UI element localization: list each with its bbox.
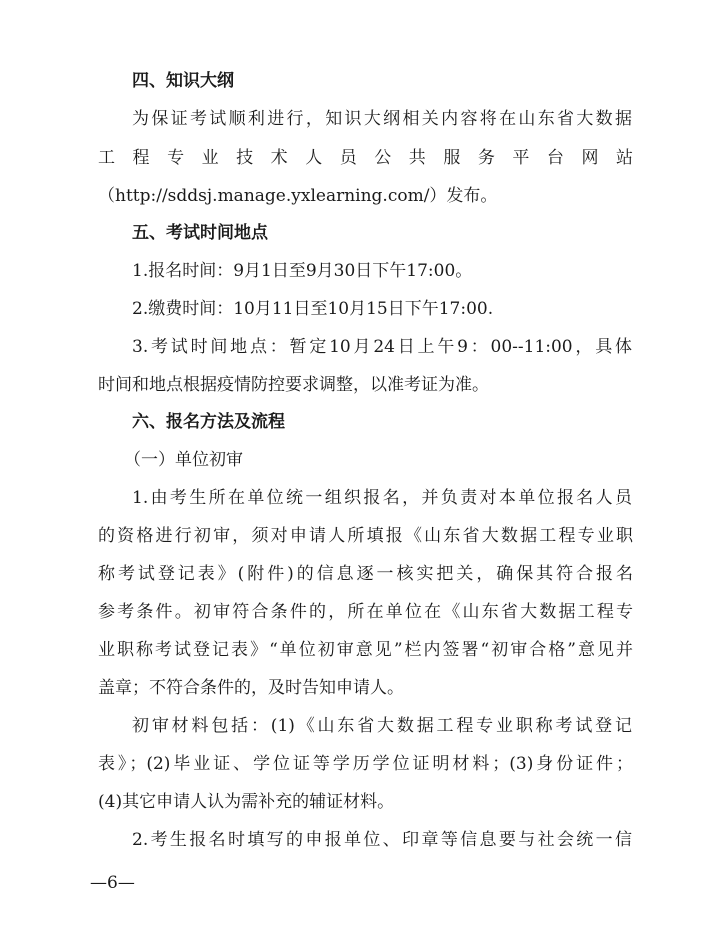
paragraph-line: 3.考试时间地点：暂定10月24日上午9：00--11:00，具体: [132, 337, 632, 357]
paragraph-line: 的资格进行初审，须对申请人所填报《山东省大数据工程专业职: [98, 526, 633, 546]
paragraph-line: 称考试登记表》(附件)的信息逐一核实把关，确保其符合报名: [98, 564, 633, 584]
paragraph-line: 1.由考生所在单位统一组织报名，并负责对本单位报名人员: [132, 488, 632, 508]
paragraph-line: 初审材料包括：(1)《山东省大数据工程专业职称考试登记: [132, 716, 632, 736]
paragraph-line: 2.缴费时间：10月11日至10月15日下午17:00.: [132, 299, 494, 319]
paragraph-line: 1.报名时间：9月1日至9月30日下午17:00。: [132, 261, 473, 281]
paragraph-line: 为保证考试顺利进行，知识大纲相关内容将在山东省大数据: [132, 109, 632, 129]
paragraph-line: 时间和地点根据疫情防控要求调整，以准考证为准。: [98, 375, 489, 395]
paragraph-line: 2.考生报名时填写的申报单位、印章等信息要与社会统一信: [132, 830, 632, 850]
paragraph-line: 业职称考试登记表》“单位初审意见”栏内签署“初审合格”意见并: [98, 640, 633, 660]
section-heading-6: 六、报名方法及流程: [132, 412, 285, 432]
paragraph-line: （http://sddsj.manage.yxlearning.com/）发布。: [98, 186, 498, 206]
page-number: —6—: [90, 873, 135, 893]
section-heading-4: 四、知识大纲: [132, 71, 234, 91]
subsection-heading: （一）单位初审: [124, 450, 243, 470]
paragraph-line: 工 程 专 业 技 术 人 员 公 共 服 务 平 台 网 站: [98, 148, 633, 168]
paragraph-line: 表》；(2)毕业证、学位证等学历学位证明材料；(3)身份证件；: [98, 754, 633, 774]
paragraph-line: 参考条件。初审符合条件的，所在单位在《山东省大数据工程专: [98, 602, 633, 622]
paragraph-line: 盖章；不符合条件的，及时告知申请人。: [98, 678, 404, 698]
paragraph-line: (4)其它申请人认为需补充的辅证材料。: [98, 792, 395, 812]
section-heading-5: 五、考试时间地点: [132, 223, 268, 243]
